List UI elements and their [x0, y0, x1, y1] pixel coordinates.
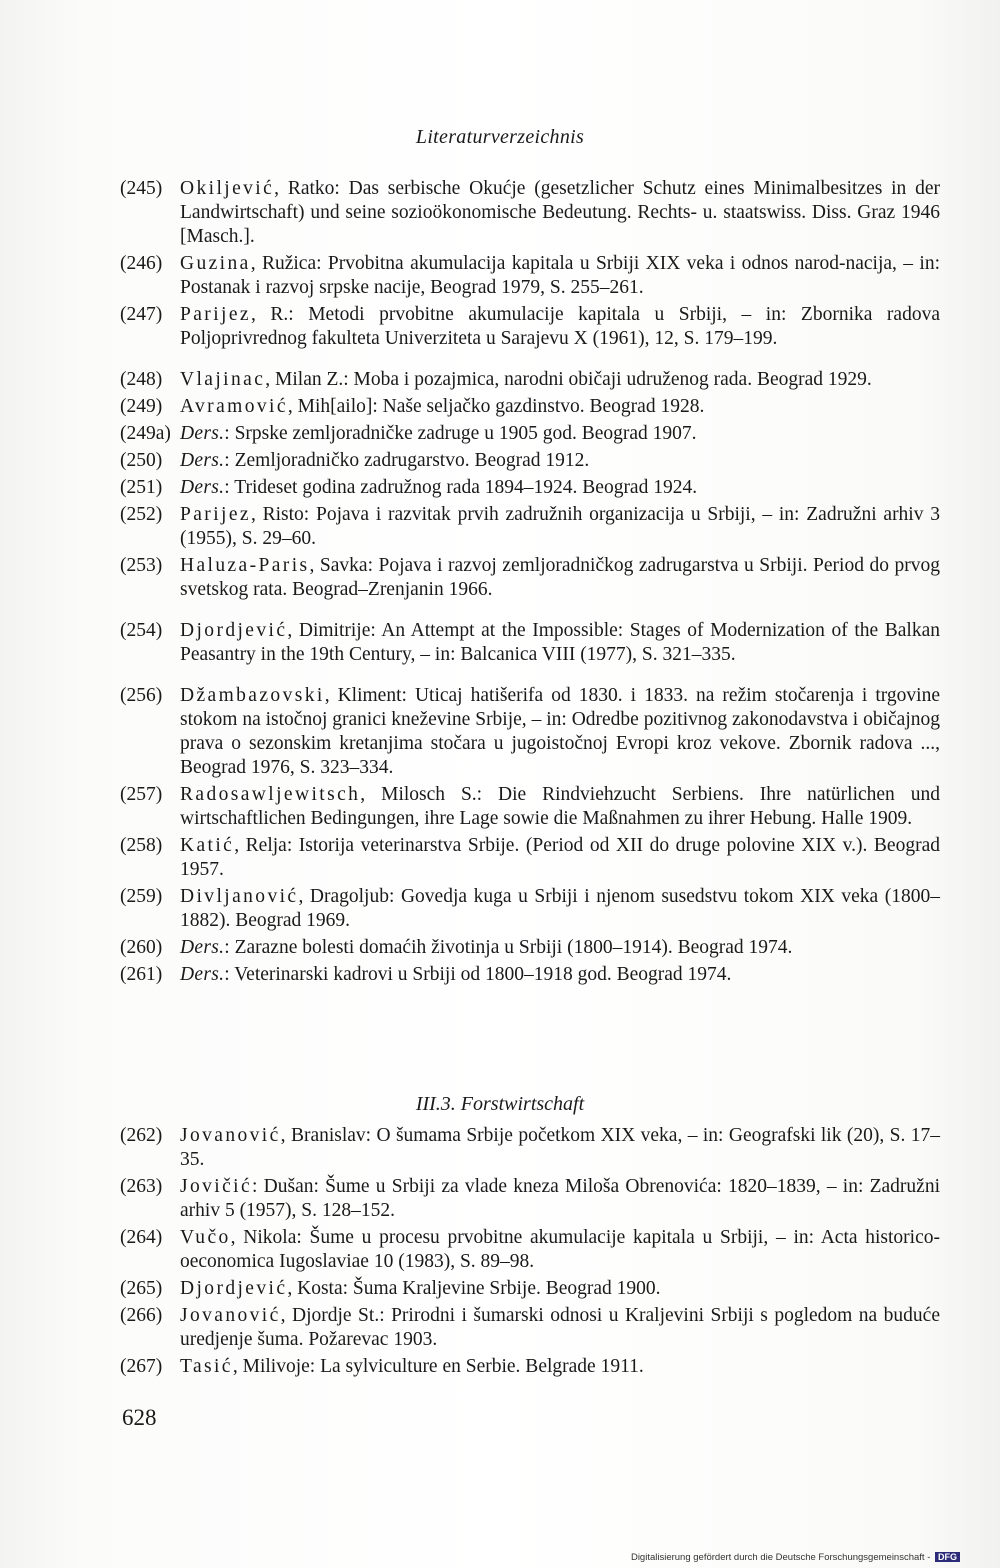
bibliography-entry — [120, 619, 940, 667]
entry-number: (248) — [120, 369, 163, 390]
entry-group-e — [120, 1124, 940, 1379]
entry-author: Avramović — [180, 396, 288, 417]
entry-text — [180, 1226, 940, 1274]
entry-citation: , Risto: Pojava i razvitak prvih zadružnih organizacija u Srbiji, – in: Zadružni arhiv 3 (1955), S. 29–60. — [180, 504, 940, 549]
dfg-logo: DFG — [935, 1552, 960, 1562]
bibliography-entry — [120, 252, 940, 300]
running-head: Literaturverzeichnis — [415, 126, 585, 148]
entry-group-b — [120, 368, 940, 602]
entry-number: (249) — [120, 396, 163, 417]
entry-author: Vlajinac — [180, 369, 266, 390]
entry-author: Džambazovski — [180, 685, 325, 706]
bibliography-entry — [120, 885, 940, 933]
bibliography-entry — [120, 303, 940, 351]
bibliography-entry — [120, 684, 940, 780]
bibliography-entry — [120, 1226, 940, 1274]
entry-number: (263) — [120, 1176, 163, 1197]
entry-number: (250) — [120, 450, 163, 471]
entry-text — [180, 422, 940, 446]
bibliography-entry — [120, 395, 940, 419]
entry-citation: , Ratko: Das serbische Okućje (gesetzlicher Schutz eines Minimalbesitzes in der Landwirtschaft) und seine sozioökonomische Bedeutung. Rechts- u. staatswiss. Diss. Graz 1946 [Masch.]. — [180, 178, 940, 247]
entry-number: (256) — [120, 685, 163, 706]
entry-citation: : Zemljoradničko zadrugarstvo. Beograd 1912. — [224, 450, 590, 471]
entry-citation: , Milan Z.: Moba i pozajmica, narodni običaji udruženog rada. Beograd 1929. — [265, 369, 872, 390]
entry-citation: : Trideset godina zadružnog rada 1894–1924. Beograd 1924. — [224, 477, 698, 498]
entry-number: (257) — [120, 784, 163, 805]
bibliography-entry — [120, 1175, 940, 1223]
entry-number: (265) — [120, 1278, 163, 1299]
entry-number: (254) — [120, 620, 163, 641]
entry-citation: : Srpske zemljoradničke zadruge u 1905 god. Beograd 1907. — [224, 423, 697, 444]
section-heading: III.3. Forstwirtschaft — [415, 1093, 585, 1115]
entry-number: (266) — [120, 1305, 163, 1326]
entry-citation: , Djordje St.: Prirodni i šumarski odnosi u Kraljevini Srbiji s pogledom na buduće uredjenje šuma. Požarevac 1903. — [180, 1305, 940, 1350]
entry-citation: , Kliment: Uticaj hatišerifa od 1830. i 1833. na režim stočarenja i trgovine stokom na istočnoj granici kneževine Srbije, – in: Odredbe pozitivnog zakonodavstva i običajnog prava o sezonskim kretanjima stočara u jugoistočnoj Evropi kroz vekove. Zbornik radova ..., Beograd 1976, S. 323–334. — [180, 685, 940, 778]
entry-author: Tasić — [180, 1356, 233, 1377]
bibliography-entry — [120, 1304, 940, 1352]
entry-text — [180, 554, 940, 602]
entry-citation: , Ružica: Prvobitna akumulacija kapitala u Srbiji XIX veka i odnos narod-nacija, – in: Postanak i razvoj srpske nacije, Beograd 1979, S. 255–261. — [180, 253, 940, 298]
bibliography-entry — [120, 554, 940, 602]
entry-author: Divljanović — [180, 886, 299, 907]
entry-number: (245) — [120, 178, 163, 199]
entry-text — [180, 619, 940, 667]
entry-author: Ders. — [180, 450, 225, 471]
entry-text — [180, 885, 940, 933]
entry-citation: , Dragoljub: Govedja kuga u Srbiji i njenom susedstvu tokom XIX veka (1800–1882). Beograd 1969. — [180, 886, 940, 931]
entry-text — [180, 936, 940, 960]
entry-number: (253) — [120, 555, 163, 576]
bibliography-entry — [120, 936, 940, 960]
bibliography-entry — [120, 1124, 940, 1172]
entry-author: Radosawljewitsch — [180, 784, 361, 805]
entry-citation: , Branislav: O šumama Srbije početkom XIX veka, – in: Geografski lik (20), S. 17–35. — [180, 1125, 940, 1170]
bibliography-entry — [120, 963, 940, 987]
entry-text — [180, 1124, 940, 1172]
footer-text: Digitalisierung gefördert durch die Deutsche Forschungsgemeinschaft - — [630, 1552, 931, 1563]
entry-author: Okiljević — [180, 178, 275, 199]
bibliography-list-forestry — [120, 1124, 940, 1382]
entry-text — [180, 1304, 940, 1352]
entry-citation: , Dimitrije: An Attempt at the Impossible: Stages of Modernization of the Balkan Peasantry in the 19th Century, – in: Balcanica VIII (1977), S. 321–335. — [180, 620, 940, 665]
entry-author: Haluza-Paris — [180, 555, 310, 576]
entry-citation: , Mih[ailo]: Naše seljačko gazdinstvo. Beograd 1928. — [287, 396, 705, 417]
entry-number: (267) — [120, 1356, 163, 1377]
entry-group-a — [120, 177, 940, 351]
entry-citation: , Savka: Pojava i razvoj zemljoradničkog zadrugarstva u Srbiji. Period do prvog svetskog rata. Beograd–Zrenjanin 1966. — [180, 555, 940, 600]
entry-author: Parijez — [180, 504, 251, 525]
bibliography-entry — [120, 476, 940, 500]
entry-number: (246) — [120, 253, 163, 274]
entry-text — [180, 449, 940, 473]
digitization-footer — [631, 1552, 960, 1563]
entry-number: (247) — [120, 304, 163, 325]
entry-citation: , Relja: Istorija veterinarstva Srbije. (Period od XII do druge polovine XIX v.). Beograd 1957. — [180, 835, 940, 880]
entry-author: Ders. — [180, 964, 225, 985]
bibliography-list — [120, 177, 940, 990]
entry-text — [180, 1175, 940, 1223]
entry-text — [180, 963, 940, 987]
entry-number: (258) — [120, 835, 163, 856]
entry-citation: , Nikola: Šume u procesu prvobitne akumulacije kapitala u Srbiji, – in: Acta historico-oeconomica Iugoslaviae 10 (1983), S. 89–98. — [180, 1227, 940, 1272]
entry-citation: , Milivoje: La sylviculture en Serbie. Belgrade 1911. — [232, 1356, 644, 1377]
bibliography-entry — [120, 177, 940, 249]
entry-number: (262) — [120, 1125, 163, 1146]
entry-text — [180, 1277, 940, 1301]
entry-author: Katić — [180, 835, 235, 856]
entry-author: Ders. — [180, 423, 225, 444]
bibliography-entry — [120, 1355, 940, 1379]
entry-number: (260) — [120, 937, 163, 958]
entry-citation: : Veterinarski kadrovi u Srbiji od 1800–1918 god. Beograd 1974. — [224, 964, 732, 985]
entry-text — [180, 476, 940, 500]
entry-text — [180, 783, 940, 831]
entry-author: Guzina — [180, 253, 251, 274]
entry-text — [180, 303, 940, 351]
entry-text — [180, 177, 940, 249]
entry-citation: , R.: Metodi prvobitne akumulacije kapitala u Srbiji, – in: Zbornika radova Poljoprivrednog fakulteta Univerziteta u Sarajevu X (1961), 12, S. 179–199. — [180, 304, 940, 349]
entry-text — [180, 252, 940, 300]
entry-text — [180, 684, 940, 780]
entry-number: (249a) — [120, 423, 171, 444]
entry-text — [180, 368, 940, 392]
entry-author: Ders. — [180, 937, 225, 958]
bibliography-entry — [120, 368, 940, 392]
entry-number: (251) — [120, 477, 163, 498]
entry-group-d — [120, 684, 940, 987]
bibliography-entry — [120, 783, 940, 831]
entry-text — [180, 503, 940, 551]
bibliography-entry — [120, 503, 940, 551]
entry-author: Djordjević — [180, 1278, 288, 1299]
entry-author: Vučo — [180, 1227, 231, 1248]
entry-text — [180, 834, 940, 882]
entry-author: Jovanović — [180, 1125, 281, 1146]
entry-group-c — [120, 619, 940, 667]
entry-author: Parijez — [180, 304, 251, 325]
entry-citation: : Dušan: Šume u Srbiji za vlade kneza Miloša Obrenovića: 1820–1839, – in: Zadružni arhiv 5 (1957), S. 128–152. — [180, 1176, 940, 1221]
entry-citation: , Milosch S.: Die Rindviehzucht Serbiens. Ihre natürlichen und wirtschaftlichen Bedingungen, ihre Lage sowie die Maßnahmen zu ihrer Hebung. Halle 1909. — [180, 784, 940, 829]
page-number: 628 — [122, 1405, 157, 1430]
entry-author: Djordjević — [180, 620, 288, 641]
entry-number: (261) — [120, 964, 163, 985]
entry-author: Ders. — [180, 477, 225, 498]
entry-author: Jovičić — [180, 1176, 253, 1197]
entry-number: (264) — [120, 1227, 163, 1248]
bibliography-entry — [120, 422, 940, 446]
entry-number: (252) — [120, 504, 163, 525]
entry-text — [180, 395, 940, 419]
entry-citation: : Zarazne bolesti domaćih životinja u Srbiji (1800–1914). Beograd 1974. — [224, 937, 793, 958]
entry-number: (259) — [120, 886, 163, 907]
entry-author: Jovanović — [180, 1305, 281, 1326]
entry-citation: , Kosta: Šuma Kraljevine Srbije. Beograd 1900. — [287, 1278, 661, 1299]
bibliography-entry — [120, 449, 940, 473]
bibliography-entry — [120, 1277, 940, 1301]
bibliography-entry — [120, 834, 940, 882]
entry-text — [180, 1355, 940, 1379]
